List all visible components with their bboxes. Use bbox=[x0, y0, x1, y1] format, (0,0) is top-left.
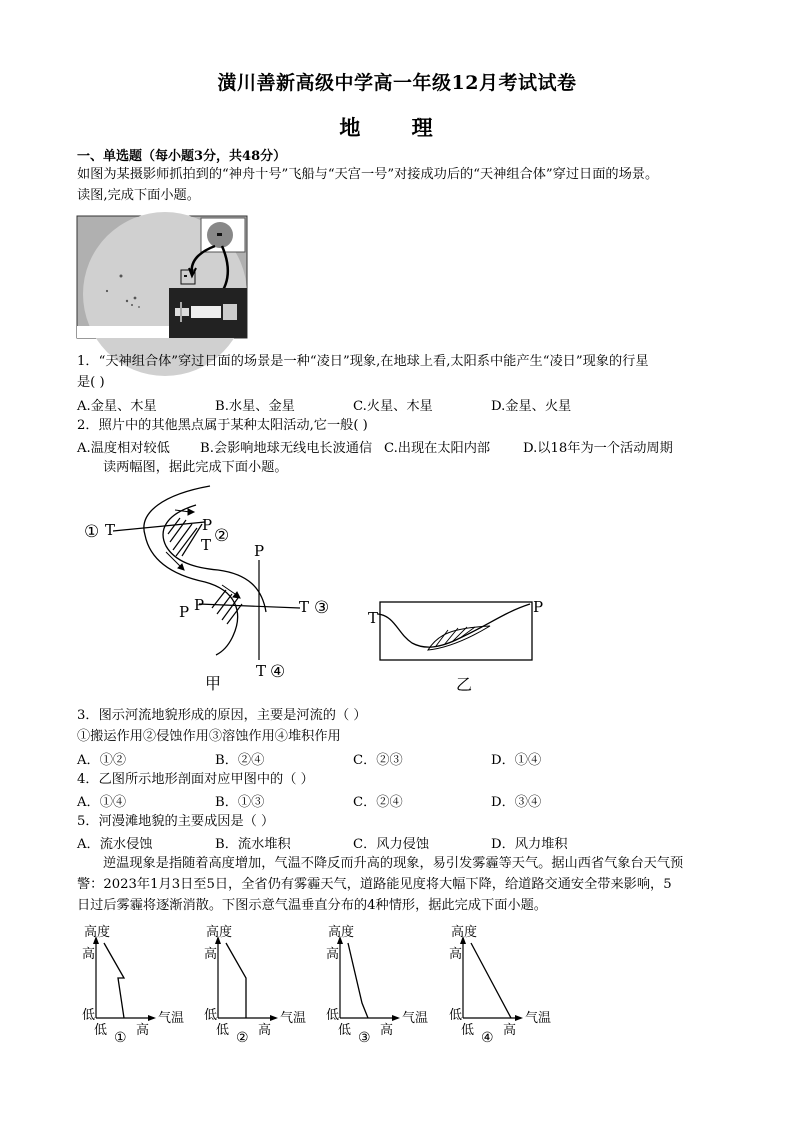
chart-3-x-arrow bbox=[392, 1015, 400, 1021]
q2-option-a[interactable]: A.温度相对较低 bbox=[77, 441, 170, 456]
chart-4-y-high: 高 bbox=[449, 947, 463, 962]
chart-3-xlabel: 气温 bbox=[402, 1011, 429, 1026]
chart-2-ylabel: 高度 bbox=[206, 925, 233, 940]
chart-1-x-high: 高 bbox=[136, 1023, 150, 1038]
p-label-extra: P bbox=[179, 603, 190, 621]
chart-4-x-low: 低 bbox=[461, 1023, 475, 1038]
chart-4-y-low: 低 bbox=[449, 1008, 463, 1023]
q1-option-c[interactable]: C.火星、木星 bbox=[353, 399, 433, 414]
chart-2-x-arrow bbox=[270, 1015, 278, 1021]
p-label-3: P bbox=[194, 596, 205, 614]
q1-option-a[interactable]: A.金星、木星 bbox=[77, 399, 157, 414]
t-label-1: T bbox=[105, 521, 116, 539]
chart-3-profile-line bbox=[348, 943, 368, 1018]
chart-4-ylabel: 高度 bbox=[451, 925, 478, 940]
q5-stem: 5．河漫滩地貌的主要成因是（ ） bbox=[77, 814, 275, 829]
q2-option-b[interactable]: B.会影响地球无线电长波通信 bbox=[200, 441, 373, 456]
q3-option-c[interactable]: C．②③ bbox=[353, 753, 403, 768]
q5-option-c[interactable]: C．风力侵蚀 bbox=[353, 837, 430, 852]
chart-3-label: ③ bbox=[358, 1030, 371, 1046]
q3-option-a[interactable]: A．①② bbox=[77, 753, 127, 768]
chart-4-label: ④ bbox=[481, 1030, 494, 1046]
subject-title: 地 理 bbox=[339, 115, 455, 140]
intro3-line-1: 逆温现象是指随着高度增加，气温不降反而升高的现象，易引发雾霾等天气。据山西省气象台天气预 bbox=[103, 856, 684, 871]
yi-p-label: P bbox=[533, 598, 544, 616]
q3-option-b[interactable]: B．②④ bbox=[215, 753, 265, 768]
chart-4-profile-line bbox=[471, 943, 511, 1018]
mark-4: ④ bbox=[270, 662, 286, 682]
chart-3-y-high: 高 bbox=[326, 947, 340, 962]
chart-2-x-low: 低 bbox=[216, 1023, 230, 1038]
chart-1-x-low: 低 bbox=[94, 1023, 108, 1038]
fig-jia-label: 甲 bbox=[205, 674, 222, 693]
intro3-line-3: 日过后雾霾将逐渐消散。下图示意气温垂直分布的4种情形，据此完成下面小题。 bbox=[77, 898, 547, 913]
mark-3: ③ bbox=[314, 598, 330, 618]
p-label-4: P bbox=[254, 542, 265, 560]
chart-3-x-low: 低 bbox=[338, 1023, 352, 1038]
intro1-line-2: 读图,完成下面小题。 bbox=[77, 188, 200, 203]
chart-3-x-high: 高 bbox=[380, 1023, 394, 1038]
q1-stem-line-1: 1．“天神组合体”穿过日面的场景是一种“凌日”现象,在地球上看,太阳系中能产生“凌日”现象的行星 bbox=[77, 354, 649, 369]
section-heading: 一、单选题（每小题3分，共48分） bbox=[77, 149, 287, 164]
chart-1-y-high: 高 bbox=[82, 947, 96, 962]
chart-1-y-low: 低 bbox=[82, 1008, 96, 1023]
t-label-3: T bbox=[299, 598, 310, 616]
chart-2-profile-line bbox=[226, 943, 246, 1018]
p-label-2: P bbox=[202, 516, 213, 534]
intro2: 读两幅图，据此完成下面小题。 bbox=[103, 460, 288, 475]
q4-stem: 4．乙图所示地形剖面对应甲图中的（ ） bbox=[77, 772, 314, 787]
t-label-2: T bbox=[201, 536, 212, 554]
q4-option-a[interactable]: A．①④ bbox=[77, 795, 127, 810]
q5-option-b[interactable]: B．流水堆积 bbox=[215, 837, 291, 852]
q5-option-a[interactable]: A．流水侵蚀 bbox=[77, 837, 153, 852]
chart-1-ylabel: 高度 bbox=[84, 925, 111, 940]
q3-sub: ①搬运作用②侵蚀作用③溶蚀作用④堆积作用 bbox=[77, 729, 341, 744]
mark-1: ① bbox=[84, 522, 100, 542]
q1-option-d[interactable]: D.金星、火星 bbox=[491, 399, 572, 414]
q4-option-d[interactable]: D．③④ bbox=[491, 795, 542, 810]
chart-4-x-high: 高 bbox=[503, 1023, 517, 1038]
chart-2-label: ② bbox=[236, 1030, 249, 1046]
chart-1-profile-line bbox=[104, 943, 124, 1018]
intro3-line-2: 警：2023年1月3日至5日，全省仍有雾霾天气，道路能见度将大幅下降，给道路交通安全带来影响，5 bbox=[77, 877, 672, 892]
q3-option-d[interactable]: D．①④ bbox=[491, 753, 542, 768]
chart-2-xlabel: 气温 bbox=[280, 1011, 307, 1026]
chart-3-ylabel: 高度 bbox=[328, 925, 355, 940]
t-label-4: T bbox=[256, 662, 267, 680]
chart-3-y-low: 低 bbox=[326, 1008, 340, 1023]
q1-stem-line-2: 是( ) bbox=[77, 375, 105, 390]
q4-option-b[interactable]: B．①③ bbox=[215, 795, 265, 810]
chart-2-y-high: 高 bbox=[204, 947, 218, 962]
mark-2: ② bbox=[214, 526, 230, 546]
yi-t-label: T bbox=[368, 609, 379, 627]
chart-4-x-arrow bbox=[515, 1015, 523, 1021]
q1-option-b[interactable]: B.水星、金星 bbox=[215, 399, 295, 414]
q2-option-c[interactable]: C.出现在太阳内部 bbox=[384, 441, 491, 456]
q2-option-d[interactable]: D.以18年为一个活动周期 bbox=[523, 441, 673, 456]
q3-stem: 3．图示河流地貌形成的原因，主要是河流的（ ） bbox=[77, 708, 367, 723]
chart-2-y-low: 低 bbox=[204, 1008, 218, 1023]
chart-1-label: ① bbox=[114, 1030, 127, 1046]
q4-option-c[interactable]: C．②④ bbox=[353, 795, 403, 810]
intro1-line-1: 如图为某摄影师抓拍到的“神舟十号”飞船与“天宫一号”对接成功后的“天神组合体”穿过日面的场景。 bbox=[77, 167, 659, 182]
q5-option-d[interactable]: D．风力堆积 bbox=[491, 837, 568, 852]
chart-1-xlabel: 气温 bbox=[158, 1011, 185, 1026]
chart-4-xlabel: 气温 bbox=[525, 1011, 552, 1026]
chart-2-x-high: 高 bbox=[258, 1023, 272, 1038]
fig-yi-label: 乙 bbox=[456, 675, 473, 694]
q2-stem: 2．照片中的其他黑点属于某种太阳活动,它一般( ) bbox=[77, 418, 368, 433]
exam-title: 潢川善新高级中学高一年级12月考试试卷 bbox=[217, 72, 577, 94]
chart-1-x-arrow bbox=[148, 1015, 156, 1021]
